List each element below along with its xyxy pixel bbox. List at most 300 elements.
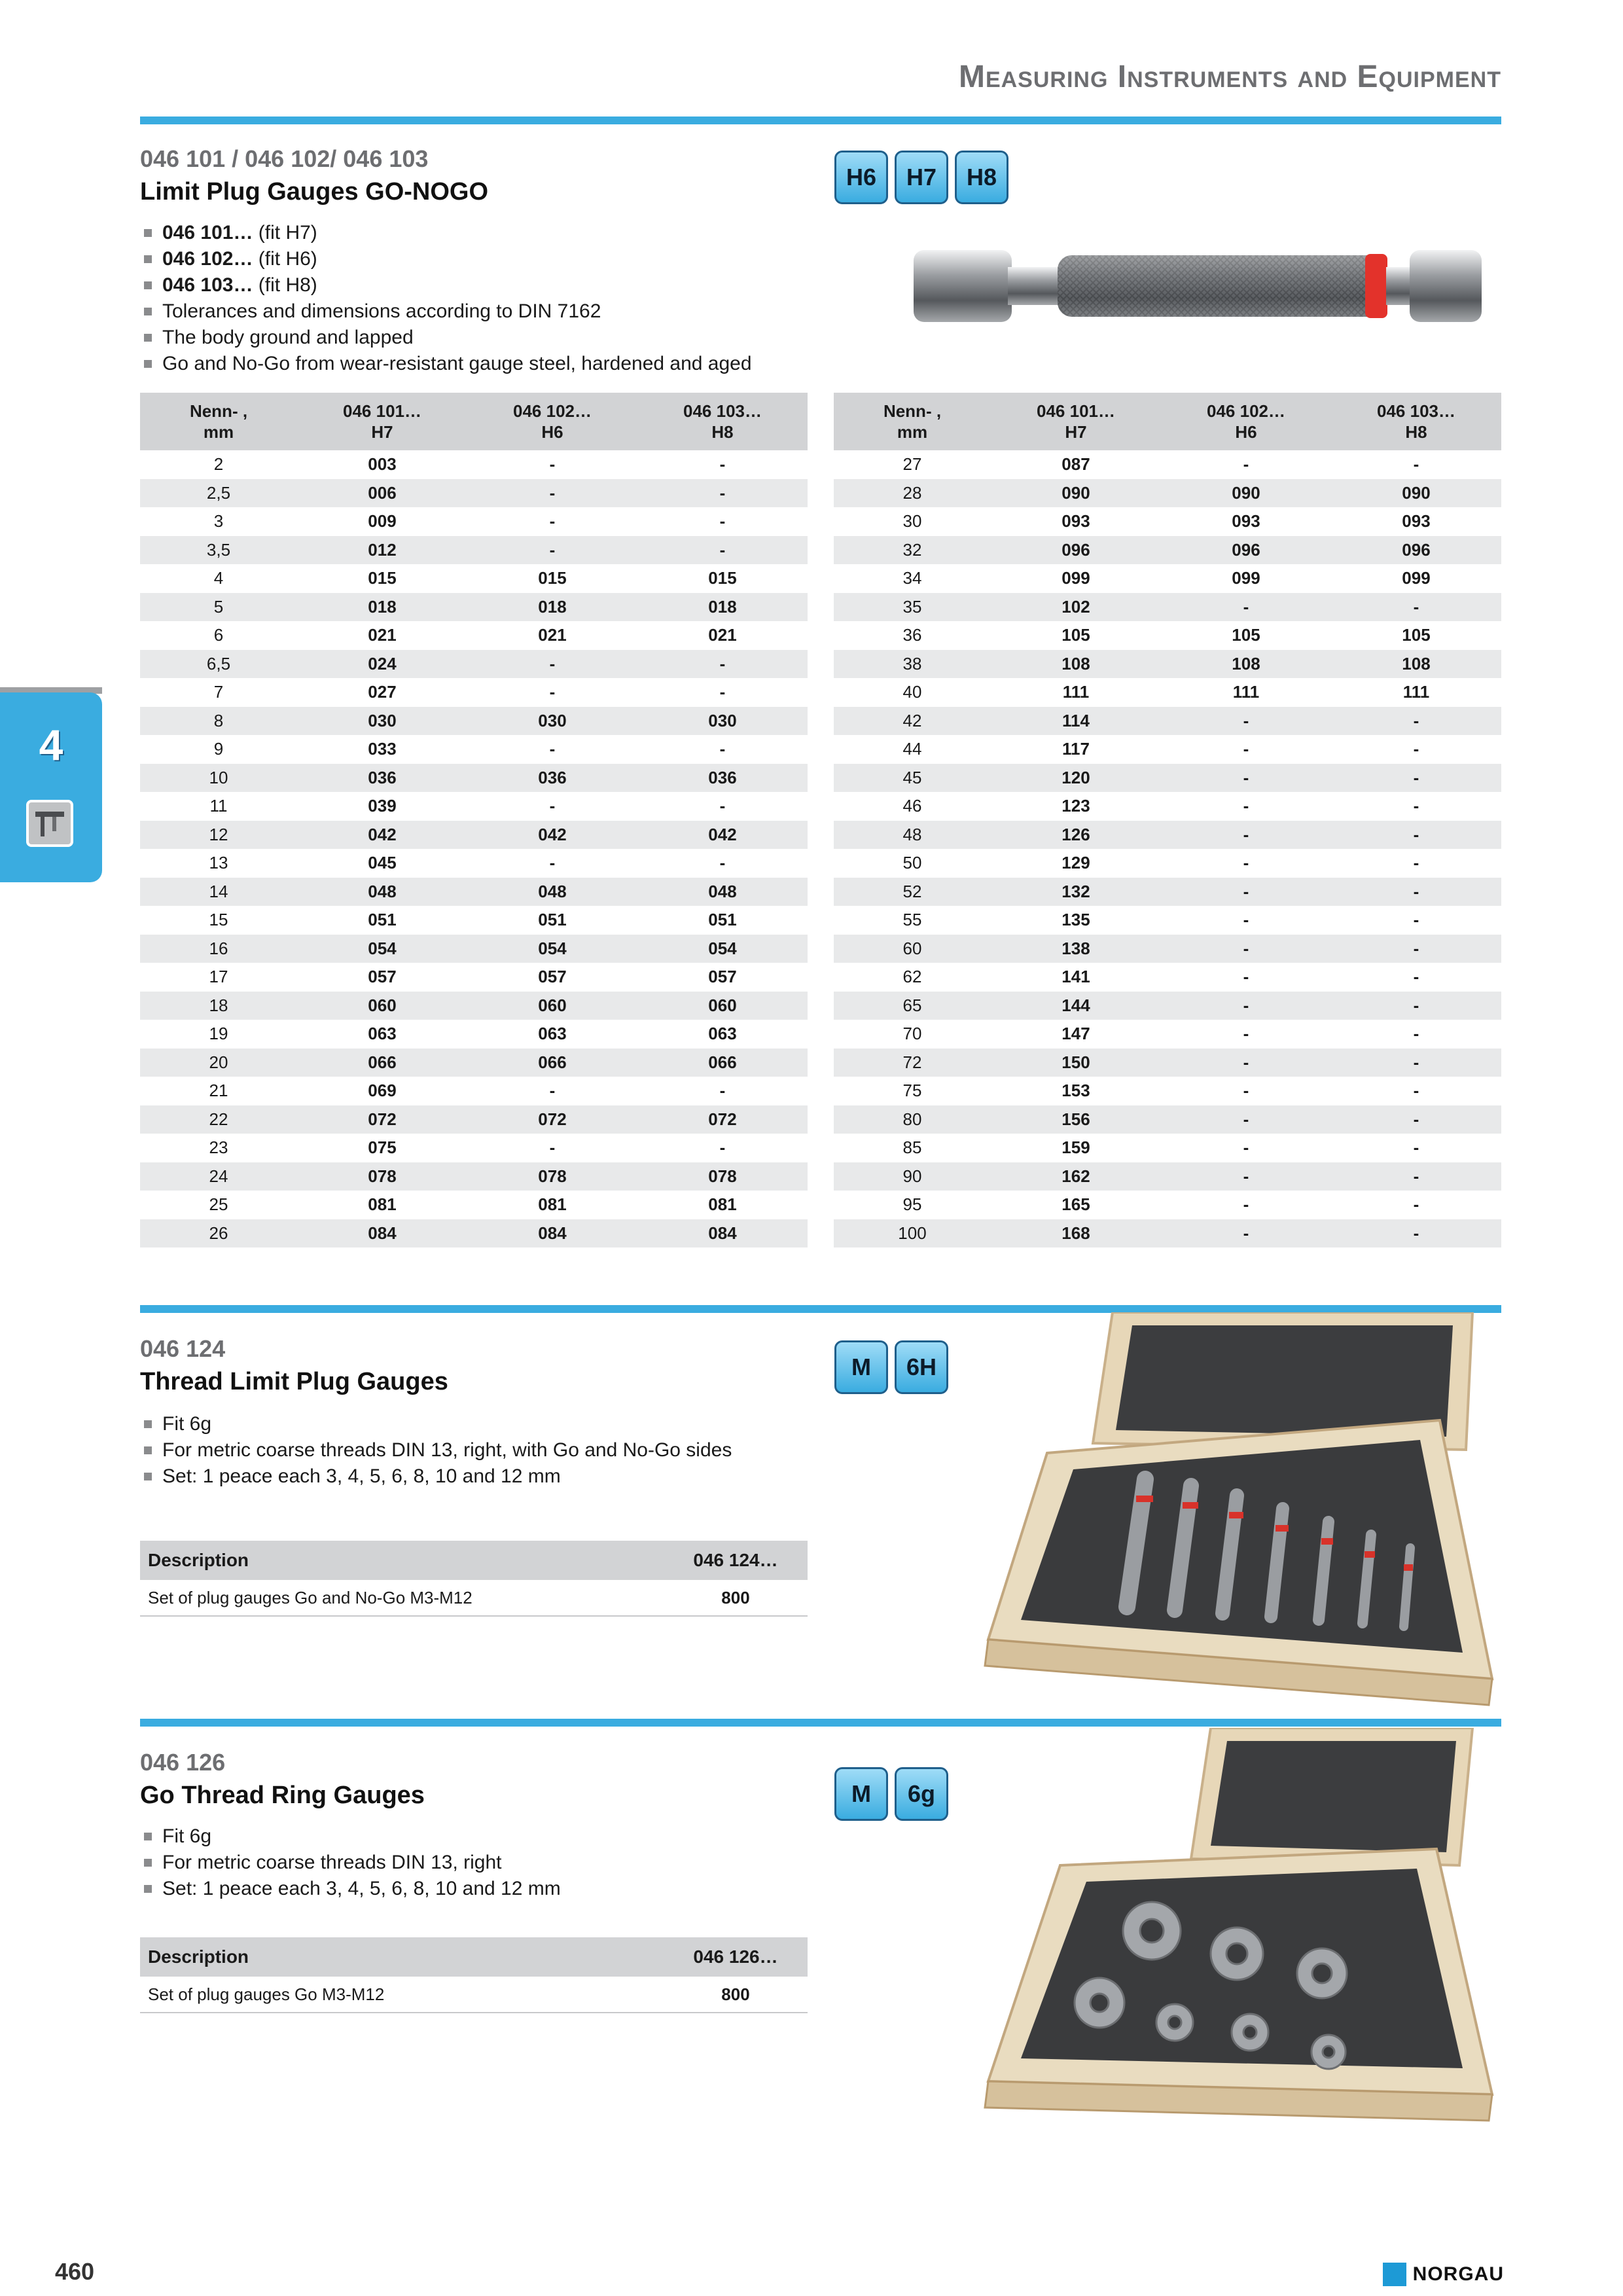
article-code-cell: - bbox=[1331, 878, 1501, 906]
article-code-cell: - bbox=[1243, 739, 1249, 759]
nominal-size-cell: 6,5 bbox=[140, 650, 297, 679]
nominal-size-cell: 26 bbox=[140, 1219, 297, 1248]
article-code-cell: - bbox=[1161, 1162, 1331, 1191]
table-row bbox=[834, 764, 1501, 793]
article-code-cell: 024 bbox=[297, 650, 467, 679]
table-header-row bbox=[834, 393, 1501, 450]
table-row bbox=[834, 450, 1501, 479]
article-code-cell: 108 bbox=[991, 650, 1161, 679]
article-code-cell: 063 bbox=[538, 1024, 567, 1044]
nominal-size-cell: 52 bbox=[834, 878, 991, 906]
article-code-cell: - bbox=[1413, 1138, 1419, 1158]
section3-desc-table bbox=[140, 1937, 808, 2013]
table-row bbox=[834, 507, 1501, 536]
thread-ring-gauge-set-image bbox=[975, 1728, 1499, 2127]
article-code-cell: 057 bbox=[368, 967, 397, 987]
article-code-cell: - bbox=[1413, 1081, 1419, 1101]
article-code-cell: 009 bbox=[368, 511, 397, 531]
article-code-cell: - bbox=[1161, 764, 1331, 793]
article-code-cell: 054 bbox=[637, 935, 808, 963]
article-code-cell: - bbox=[1331, 707, 1501, 736]
table-row bbox=[140, 735, 808, 764]
article-code-cell: 126 bbox=[991, 821, 1161, 850]
table-row bbox=[834, 1049, 1501, 1077]
article-code-cell: 018 bbox=[297, 593, 467, 622]
article-code-cell: 093 bbox=[1232, 511, 1260, 531]
nominal-size-cell: 16 bbox=[140, 935, 297, 963]
article-code-cell: 093 bbox=[1402, 511, 1431, 531]
article-code-cell: 138 bbox=[991, 935, 1161, 963]
table-row bbox=[834, 792, 1501, 821]
chapter-number: 4 bbox=[39, 721, 63, 769]
article-code-cell: 048 bbox=[637, 878, 808, 906]
article-code-cell: 078 bbox=[467, 1162, 637, 1191]
plug-gauge-image bbox=[910, 237, 1486, 335]
article-code-cell: 078 bbox=[637, 1162, 808, 1191]
table-row bbox=[140, 621, 808, 650]
table-row bbox=[834, 849, 1501, 878]
nominal-size-cell: 30 bbox=[902, 511, 922, 531]
nominal-size-cell: 28 bbox=[834, 479, 991, 508]
article-code-cell: - bbox=[549, 739, 556, 759]
table-row bbox=[140, 992, 808, 1020]
article-code-cell: - bbox=[549, 682, 556, 702]
table-row bbox=[140, 678, 808, 707]
article-code-cell: 042 bbox=[297, 821, 467, 850]
article-code-cell: 099 bbox=[1232, 568, 1260, 588]
article-code-cell: 060 bbox=[297, 992, 467, 1020]
article-code-cell: 072 bbox=[297, 1105, 467, 1134]
section3-badges bbox=[834, 1767, 948, 1821]
nominal-size-cell: 18 bbox=[140, 992, 297, 1020]
section1-bullets bbox=[140, 220, 821, 377]
row-description: Set of plug gauges Go M3-M12 bbox=[140, 1977, 664, 2013]
article-code-cell: 072 bbox=[637, 1105, 808, 1134]
article-code-cell: - bbox=[467, 536, 637, 565]
article-code-cell: - bbox=[719, 1081, 726, 1101]
nominal-size-cell: 3 bbox=[213, 511, 224, 531]
table-row bbox=[140, 1162, 808, 1191]
col-header-046103: 046 103… H8 bbox=[637, 393, 808, 450]
nominal-size-cell: 70 bbox=[902, 1024, 922, 1044]
page-number: 460 bbox=[55, 2258, 95, 2285]
article-code-cell: - bbox=[1331, 992, 1501, 1020]
bullet-item: For metric coarse threads DIN 13, right bbox=[140, 1850, 821, 1876]
table-row bbox=[140, 1191, 808, 1219]
nominal-size-cell: 80 bbox=[834, 1105, 991, 1134]
nominal-size-cell: 21 bbox=[209, 1081, 228, 1101]
article-code-cell: - bbox=[1161, 821, 1331, 850]
article-code-cell: 102 bbox=[991, 593, 1161, 622]
nominal-size-cell: 90 bbox=[834, 1162, 991, 1191]
article-code-cell: - bbox=[549, 853, 556, 873]
nominal-size-cell: 17 bbox=[209, 967, 228, 987]
article-code-cell: - bbox=[1243, 967, 1249, 987]
article-code-cell: 105 bbox=[1402, 625, 1431, 645]
nominal-size-cell: 23 bbox=[209, 1138, 228, 1158]
thread-plug-gauge-set-image bbox=[975, 1312, 1499, 1712]
article-code-cell: - bbox=[1161, 1219, 1331, 1248]
article-code-cell: 054 bbox=[297, 935, 467, 963]
row-description: Set of plug gauges Go and No-Go M3-M12 bbox=[140, 1580, 664, 1616]
article-code-cell: 036 bbox=[637, 764, 808, 793]
nominal-size-cell: 25 bbox=[209, 1194, 228, 1215]
table-row bbox=[834, 564, 1501, 593]
article-code-cell: 096 bbox=[991, 536, 1161, 565]
table-row bbox=[834, 621, 1501, 650]
article-code-cell: 096 bbox=[1161, 536, 1331, 565]
table-row bbox=[834, 1105, 1501, 1134]
bullet-item: Fit 6g bbox=[140, 1411, 821, 1437]
table-row bbox=[140, 650, 808, 679]
page-title: Measuring Instruments and Equipment bbox=[958, 60, 1501, 94]
article-code-cell: - bbox=[1161, 1049, 1331, 1077]
table-row bbox=[834, 735, 1501, 764]
article-code-cell: - bbox=[1413, 910, 1419, 930]
article-code-cell: - bbox=[1331, 821, 1501, 850]
table-row bbox=[140, 1077, 808, 1105]
table-row bbox=[834, 678, 1501, 707]
article-code-cell: - bbox=[1243, 454, 1249, 475]
table-row bbox=[834, 536, 1501, 565]
nominal-size-cell: 32 bbox=[834, 536, 991, 565]
table-row bbox=[140, 1580, 808, 1616]
section2-badges bbox=[834, 1340, 948, 1394]
article-code-cell: 006 bbox=[297, 479, 467, 508]
nominal-size-cell: 13 bbox=[209, 853, 228, 873]
table-row bbox=[834, 707, 1501, 736]
article-code-cell: 090 bbox=[991, 479, 1161, 508]
nominal-size-cell: 22 bbox=[140, 1105, 297, 1134]
article-code-cell: 039 bbox=[368, 796, 397, 816]
article-code-cell: - bbox=[549, 1081, 556, 1101]
brand-name: NORGAU bbox=[1412, 2263, 1504, 2285]
size-table-right bbox=[834, 393, 1501, 1247]
article-code-cell: 057 bbox=[708, 967, 737, 987]
article-code-cell: - bbox=[1331, 1049, 1501, 1077]
bullet-item: 046 102… (fit H6) bbox=[140, 246, 821, 272]
article-code-cell: 084 bbox=[297, 1219, 467, 1248]
col-header-description: Description bbox=[140, 1541, 664, 1580]
table-header-row bbox=[140, 1937, 808, 1977]
col-header-article: 046 126… bbox=[664, 1937, 808, 1977]
article-code-cell: 060 bbox=[637, 992, 808, 1020]
nominal-size-cell: 2,5 bbox=[140, 479, 297, 508]
section1-code: 046 101 / 046 102/ 046 103 bbox=[140, 145, 429, 172]
bullet-item: 046 103… (fit H8) bbox=[140, 272, 821, 298]
nominal-size-cell: 48 bbox=[834, 821, 991, 850]
nominal-size-cell: 24 bbox=[140, 1162, 297, 1191]
article-code-cell: 018 bbox=[467, 593, 637, 622]
article-code-cell: 159 bbox=[1061, 1138, 1090, 1158]
article-code-cell: 090 bbox=[1331, 479, 1501, 508]
article-code-cell: - bbox=[467, 650, 637, 679]
article-code-cell: 111 bbox=[1232, 682, 1260, 702]
nominal-size-cell: 3,5 bbox=[140, 536, 297, 565]
col-header-description: Description bbox=[140, 1937, 664, 1977]
section3-title: Go Thread Ring Gauges bbox=[140, 1782, 425, 1809]
nominal-size-cell: 55 bbox=[902, 910, 922, 930]
section2-title: Thread Limit Plug Gauges bbox=[140, 1368, 448, 1395]
nominal-size-cell: 5 bbox=[140, 593, 297, 622]
article-code-cell: 054 bbox=[467, 935, 637, 963]
nominal-size-cell: 60 bbox=[834, 935, 991, 963]
article-code-cell: 030 bbox=[467, 707, 637, 736]
nominal-size-cell: 38 bbox=[834, 650, 991, 679]
article-code-cell: 003 bbox=[368, 454, 397, 475]
section2-code: 046 124 bbox=[140, 1335, 226, 1362]
table-row bbox=[834, 1134, 1501, 1162]
fit-badge-h8: H8 bbox=[955, 151, 1008, 204]
article-code-cell: - bbox=[1331, 593, 1501, 622]
nominal-size-cell: 40 bbox=[902, 682, 922, 702]
nominal-size-cell: 62 bbox=[902, 967, 922, 987]
article-code-cell: 108 bbox=[1331, 650, 1501, 679]
bullet-item: 046 101… (fit H7) bbox=[140, 220, 821, 246]
bullet-item: For metric coarse threads DIN 13, right, with Go and No-Go sides bbox=[140, 1437, 821, 1463]
table-row bbox=[140, 792, 808, 821]
article-code-cell: - bbox=[1161, 935, 1331, 963]
article-code-cell: 105 bbox=[1061, 625, 1090, 645]
article-code-cell: - bbox=[719, 1138, 726, 1158]
article-code-cell: - bbox=[719, 454, 726, 475]
article-code-cell: 117 bbox=[1062, 739, 1090, 759]
col-header-046102: 046 102… H6 bbox=[467, 393, 637, 450]
table-row bbox=[834, 479, 1501, 508]
article-code-cell: - bbox=[1331, 1162, 1501, 1191]
nominal-size-cell: 9 bbox=[213, 739, 224, 759]
table-row bbox=[834, 593, 1501, 622]
header-rule bbox=[140, 117, 1501, 124]
article-code-cell: 075 bbox=[368, 1138, 397, 1158]
article-code-cell: 066 bbox=[467, 1049, 637, 1077]
article-code-cell: - bbox=[1413, 1194, 1419, 1215]
article-code-cell: - bbox=[549, 511, 556, 531]
article-code-cell: 099 bbox=[1402, 568, 1431, 588]
article-code-cell: - bbox=[719, 739, 726, 759]
table-row bbox=[140, 935, 808, 963]
article-code-cell: - bbox=[1243, 1138, 1249, 1158]
table-row bbox=[834, 1162, 1501, 1191]
article-code-cell: - bbox=[1413, 853, 1419, 873]
nominal-size-cell: 6 bbox=[213, 625, 224, 645]
table-row bbox=[834, 1077, 1501, 1105]
article-code-cell: - bbox=[1413, 454, 1419, 475]
section3-rule bbox=[140, 1719, 1501, 1727]
article-code-cell: 051 bbox=[368, 910, 397, 930]
article-code-cell: - bbox=[549, 454, 556, 475]
table-row bbox=[834, 935, 1501, 963]
article-code-cell: 090 bbox=[1161, 479, 1331, 508]
table-row bbox=[140, 1049, 808, 1077]
fit-badge-h7: H7 bbox=[895, 151, 948, 204]
article-code-cell: 066 bbox=[297, 1049, 467, 1077]
table-row bbox=[140, 906, 808, 935]
nominal-size-cell: 65 bbox=[834, 992, 991, 1020]
table-row bbox=[834, 906, 1501, 935]
nominal-size-cell: 35 bbox=[834, 593, 991, 622]
article-code-cell: 051 bbox=[708, 910, 737, 930]
table-row bbox=[140, 849, 808, 878]
table-row bbox=[834, 650, 1501, 679]
nominal-size-cell: 34 bbox=[902, 568, 922, 588]
table-row bbox=[140, 1219, 808, 1248]
article-code-cell: 066 bbox=[637, 1049, 808, 1077]
article-code-cell: - bbox=[1331, 935, 1501, 963]
article-code-cell: - bbox=[1243, 910, 1249, 930]
article-code-cell: 150 bbox=[991, 1049, 1161, 1077]
nominal-size-cell: 20 bbox=[140, 1049, 297, 1077]
article-code-cell: 081 bbox=[538, 1194, 567, 1215]
article-code-cell: 111 bbox=[1402, 682, 1430, 702]
article-code-cell: 036 bbox=[297, 764, 467, 793]
table-row bbox=[140, 1977, 808, 2013]
article-code-cell: 033 bbox=[368, 739, 397, 759]
article-code-cell: - bbox=[1161, 707, 1331, 736]
article-code-cell: 072 bbox=[467, 1105, 637, 1134]
article-code-cell: - bbox=[1161, 878, 1331, 906]
nominal-size-cell: 8 bbox=[140, 707, 297, 736]
table-row bbox=[140, 1105, 808, 1134]
nominal-size-cell: 42 bbox=[834, 707, 991, 736]
table-row bbox=[140, 450, 808, 479]
nominal-size-cell: 2 bbox=[213, 454, 224, 475]
article-code-cell: - bbox=[637, 650, 808, 679]
brand-logo bbox=[1383, 2261, 1504, 2287]
article-code-cell: 165 bbox=[1061, 1194, 1090, 1215]
thread-badge-m: M bbox=[834, 1340, 888, 1394]
nominal-size-cell: 50 bbox=[902, 853, 922, 873]
article-code-cell: - bbox=[1413, 967, 1419, 987]
article-code-cell: 048 bbox=[467, 878, 637, 906]
table-row bbox=[834, 1020, 1501, 1049]
fit-badge-h6: H6 bbox=[834, 151, 888, 204]
article-code-cell: 060 bbox=[467, 992, 637, 1020]
table-row bbox=[834, 963, 1501, 992]
col-header-046101: 046 101… H7 bbox=[297, 393, 467, 450]
size-table-left bbox=[140, 393, 808, 1247]
table-row bbox=[140, 963, 808, 992]
section3-code: 046 126 bbox=[140, 1749, 226, 1776]
row-article-code: 800 bbox=[664, 1977, 808, 2013]
col-header-nominal: Nenn- , mm bbox=[834, 393, 991, 450]
article-code-cell: - bbox=[1243, 1024, 1249, 1044]
article-code-cell: - bbox=[1243, 853, 1249, 873]
article-code-cell: 153 bbox=[1061, 1081, 1090, 1101]
article-code-cell: 114 bbox=[991, 707, 1161, 736]
article-code-cell: - bbox=[467, 479, 637, 508]
article-code-cell: 135 bbox=[1061, 910, 1090, 930]
nominal-size-cell: 15 bbox=[209, 910, 228, 930]
size-table-right-body bbox=[834, 450, 1501, 1247]
nominal-size-cell: 36 bbox=[902, 625, 922, 645]
article-code-cell: 057 bbox=[538, 967, 567, 987]
nominal-size-cell: 85 bbox=[902, 1138, 922, 1158]
article-code-cell: - bbox=[719, 682, 726, 702]
article-code-cell: 120 bbox=[991, 764, 1161, 793]
article-code-cell: 015 bbox=[708, 568, 737, 588]
nominal-size-cell: 95 bbox=[902, 1194, 922, 1215]
table-row bbox=[140, 564, 808, 593]
article-code-cell: 051 bbox=[538, 910, 567, 930]
section1-badges bbox=[834, 151, 1008, 204]
article-code-cell: 036 bbox=[467, 764, 637, 793]
article-code-cell: 042 bbox=[637, 821, 808, 850]
bullet-item: Set: 1 peace each 3, 4, 5, 6, 8, 10 and 12 mm bbox=[140, 1876, 821, 1902]
nominal-size-cell: 45 bbox=[834, 764, 991, 793]
table-row bbox=[140, 821, 808, 850]
table-row bbox=[140, 536, 808, 565]
article-code-cell: 078 bbox=[297, 1162, 467, 1191]
article-code-cell: 105 bbox=[1232, 625, 1260, 645]
table-row bbox=[140, 1020, 808, 1049]
nominal-size-cell: 19 bbox=[209, 1024, 228, 1044]
bullet-item: Tolerances and dimensions according to DIN 7162 bbox=[140, 298, 821, 325]
table-row bbox=[140, 1134, 808, 1162]
article-code-cell: 081 bbox=[708, 1194, 737, 1215]
article-code-cell: - bbox=[719, 853, 726, 873]
article-code-cell: 021 bbox=[538, 625, 567, 645]
caliper-icon bbox=[26, 800, 73, 847]
bullet-item: The body ground and lapped bbox=[140, 325, 821, 351]
article-code-cell: 129 bbox=[1061, 853, 1090, 873]
article-code-cell: 141 bbox=[1061, 967, 1090, 987]
nominal-size-cell: 72 bbox=[834, 1049, 991, 1077]
article-code-cell: 018 bbox=[637, 593, 808, 622]
article-code-cell: - bbox=[1243, 796, 1249, 816]
bullet-item: Go and No-Go from wear-resistant gauge steel, hardened and aged bbox=[140, 351, 821, 377]
table-row bbox=[140, 479, 808, 508]
nominal-size-cell: 12 bbox=[140, 821, 297, 850]
article-code-cell: 021 bbox=[708, 625, 737, 645]
table-row bbox=[140, 764, 808, 793]
nominal-size-cell: 100 bbox=[834, 1219, 991, 1248]
article-code-cell: 045 bbox=[368, 853, 397, 873]
article-code-cell: 162 bbox=[991, 1162, 1161, 1191]
table-row bbox=[834, 878, 1501, 906]
article-code-cell: 111 bbox=[1062, 682, 1090, 702]
nominal-size-cell: 11 bbox=[209, 796, 228, 816]
article-code-cell: 015 bbox=[368, 568, 397, 588]
section2-desc-table bbox=[140, 1541, 808, 1617]
col-header-046101: 046 101… H7 bbox=[991, 393, 1161, 450]
table-row bbox=[834, 1191, 1501, 1219]
table-row bbox=[834, 821, 1501, 850]
article-code-cell: 123 bbox=[1061, 796, 1090, 816]
nominal-size-cell: 27 bbox=[902, 454, 922, 475]
article-code-cell: - bbox=[1161, 593, 1331, 622]
col-header-nominal: Nenn- , mm bbox=[140, 393, 297, 450]
nominal-size-cell: 4 bbox=[213, 568, 224, 588]
nominal-size-cell: 44 bbox=[902, 739, 922, 759]
article-code-cell: - bbox=[719, 796, 726, 816]
article-code-cell: - bbox=[549, 1138, 556, 1158]
article-code-cell: 144 bbox=[991, 992, 1161, 1020]
article-code-cell: - bbox=[1331, 764, 1501, 793]
article-code-cell: - bbox=[637, 536, 808, 565]
table-row bbox=[140, 593, 808, 622]
article-code-cell: 087 bbox=[1061, 454, 1090, 475]
nominal-size-cell: 7 bbox=[213, 682, 224, 702]
article-code-cell: 069 bbox=[368, 1081, 397, 1101]
article-code-cell: 156 bbox=[991, 1105, 1161, 1134]
article-code-cell: 021 bbox=[368, 625, 397, 645]
fit-badge-6h: 6H bbox=[895, 1340, 948, 1394]
article-code-cell: 093 bbox=[1061, 511, 1090, 531]
nominal-size-cell: 46 bbox=[902, 796, 922, 816]
row-article-code: 800 bbox=[664, 1580, 808, 1616]
article-code-cell: 015 bbox=[538, 568, 567, 588]
